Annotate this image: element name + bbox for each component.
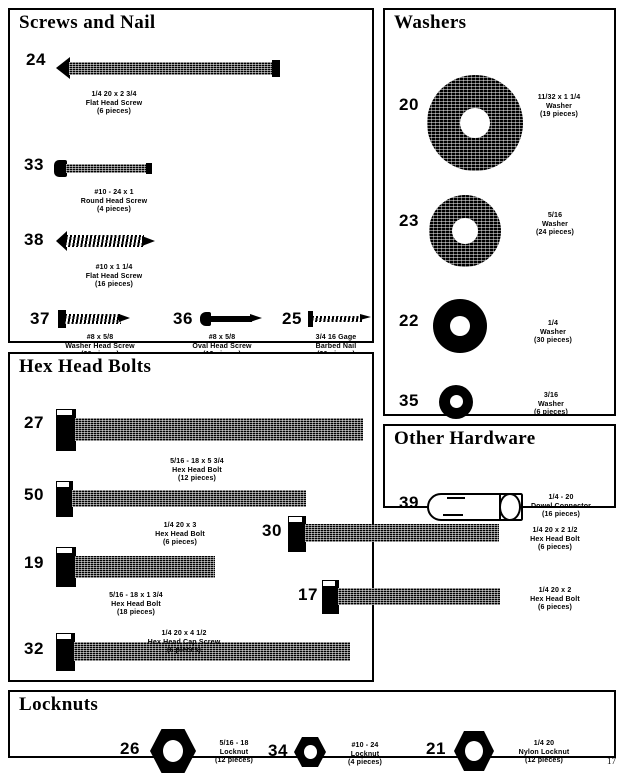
part-id-20: 20 — [399, 94, 419, 114]
part-caption-22: 1/4 Washer (30 pieces) — [533, 317, 572, 345]
part-caption-17: 1/4 20 x 2 Hex Head Bolt (6 pieces) — [530, 585, 580, 612]
part-caption-25: 3/4 16 Gage Barbed Nail — [315, 331, 357, 350]
part-caption-26: 5/16 - 18 Locknut (12 pieces) — [214, 737, 253, 765]
part-caption-33: #10 - 24 x 1 Round Head Screw (4 pieces) — [80, 186, 148, 214]
hex-head-bolt-icon — [288, 516, 500, 552]
locknut-icon — [150, 729, 196, 773]
part-id-25: 25 — [282, 308, 302, 328]
washer-head-screw-icon — [58, 310, 148, 330]
hex-head-bolt-icon — [56, 481, 310, 517]
part-id-33: 33 — [24, 154, 44, 174]
flat-head-screw-icon — [56, 55, 286, 81]
locknut-icon — [294, 737, 326, 767]
part-id-23: 23 — [399, 210, 419, 230]
part-caption-24: 1/4 20 x 2 3/4 Flat Head Screw (6 pieces) — [85, 89, 143, 116]
part-id-34: 34 — [268, 740, 288, 760]
part-id-30: 30 — [262, 521, 282, 540]
part-id-35: 35 — [399, 390, 419, 410]
part-caption-30: 1/4 20 x 2 1/2 Hex Head Bolt (6 pieces) — [530, 525, 580, 552]
panel-screws-and-nail — [8, 8, 374, 350]
part-id-37: 37 — [30, 308, 50, 328]
barbed-nail-icon — [308, 311, 382, 327]
part-id-24: 24 — [26, 50, 46, 69]
part-caption-50: 1/4 20 x 3 Hex Head Bolt (6 pieces) — [155, 519, 205, 547]
panel-title-other: Other Hardware — [394, 428, 536, 449]
panel-washers — [383, 8, 616, 416]
hex-head-bolt-icon — [56, 547, 216, 587]
panel-other-hardware — [383, 424, 616, 519]
part-caption-19: 5/16 - 18 x 1 3/4 Hex Head Bolt (18 pieces) — [109, 589, 163, 617]
part-caption-38: #10 x 1 1/4 Flat Head Screw (16 pieces) — [85, 261, 143, 289]
page-number: 17 — [607, 756, 616, 766]
part-caption-36: #8 x 5/8 Oval Head Screw — [192, 331, 252, 350]
washer-icon — [427, 75, 523, 171]
part-caption-27: 5/16 - 18 x 5 3/4 Hex Head Bolt (12 pieces) — [170, 455, 224, 483]
part-caption-34: #10 - 24 Locknut (4 pieces) — [348, 739, 382, 767]
part-caption-39: 1/4 - 20 Dowel Connector (16 pieces) — [530, 491, 592, 519]
round-head-screw-icon — [54, 159, 160, 179]
part-id-19: 19 — [24, 552, 44, 572]
washer-icon — [439, 385, 473, 419]
washer-icon — [429, 195, 501, 267]
part-id-50: 50 — [24, 484, 44, 504]
panel-title-locknuts: Locknuts — [19, 694, 99, 715]
part-caption-37: #8 x 5/8 Washer Head Screw — [65, 331, 135, 350]
washer-icon — [433, 299, 487, 353]
part-caption-32: 1/4 20 x 4 1/2 Hex Head Cap Screw (6 pieces) — [147, 627, 221, 655]
part-caption-20: 11/32 x 1 1/4 Washer (19 pieces) — [537, 91, 581, 119]
panel-title-hex: Hex Head Bolts — [19, 356, 152, 377]
part-caption-35: 3/16 Washer (6 pieces) — [534, 389, 568, 417]
nylon-locknut-icon — [454, 731, 494, 771]
hex-head-bolt-icon — [322, 580, 500, 614]
part-id-21: 21 — [426, 738, 446, 758]
part-caption-21: 1/4 20 Nylon Locknut (12 pieces) — [518, 737, 570, 765]
part-caption-23: 5/16 Washer (24 pieces) — [535, 209, 574, 237]
oval-head-screw-icon — [200, 312, 276, 328]
panel-title-screws: Screws and Nail — [19, 12, 156, 33]
part-id-32: 32 — [24, 638, 44, 658]
part-id-36: 36 — [173, 308, 193, 328]
part-id-38: 38 — [24, 229, 44, 249]
part-id-26: 26 — [120, 738, 140, 758]
panel-title-washers: Washers — [394, 12, 467, 33]
hex-head-bolt-icon — [56, 409, 366, 451]
flat-head-wood-screw-icon — [56, 231, 176, 255]
part-id-22: 22 — [399, 310, 419, 330]
part-id-27: 27 — [24, 412, 44, 432]
dowel-connector-icon — [427, 493, 523, 521]
part-id-39: 39 — [399, 492, 419, 512]
part-id-17: 17 — [298, 585, 318, 604]
